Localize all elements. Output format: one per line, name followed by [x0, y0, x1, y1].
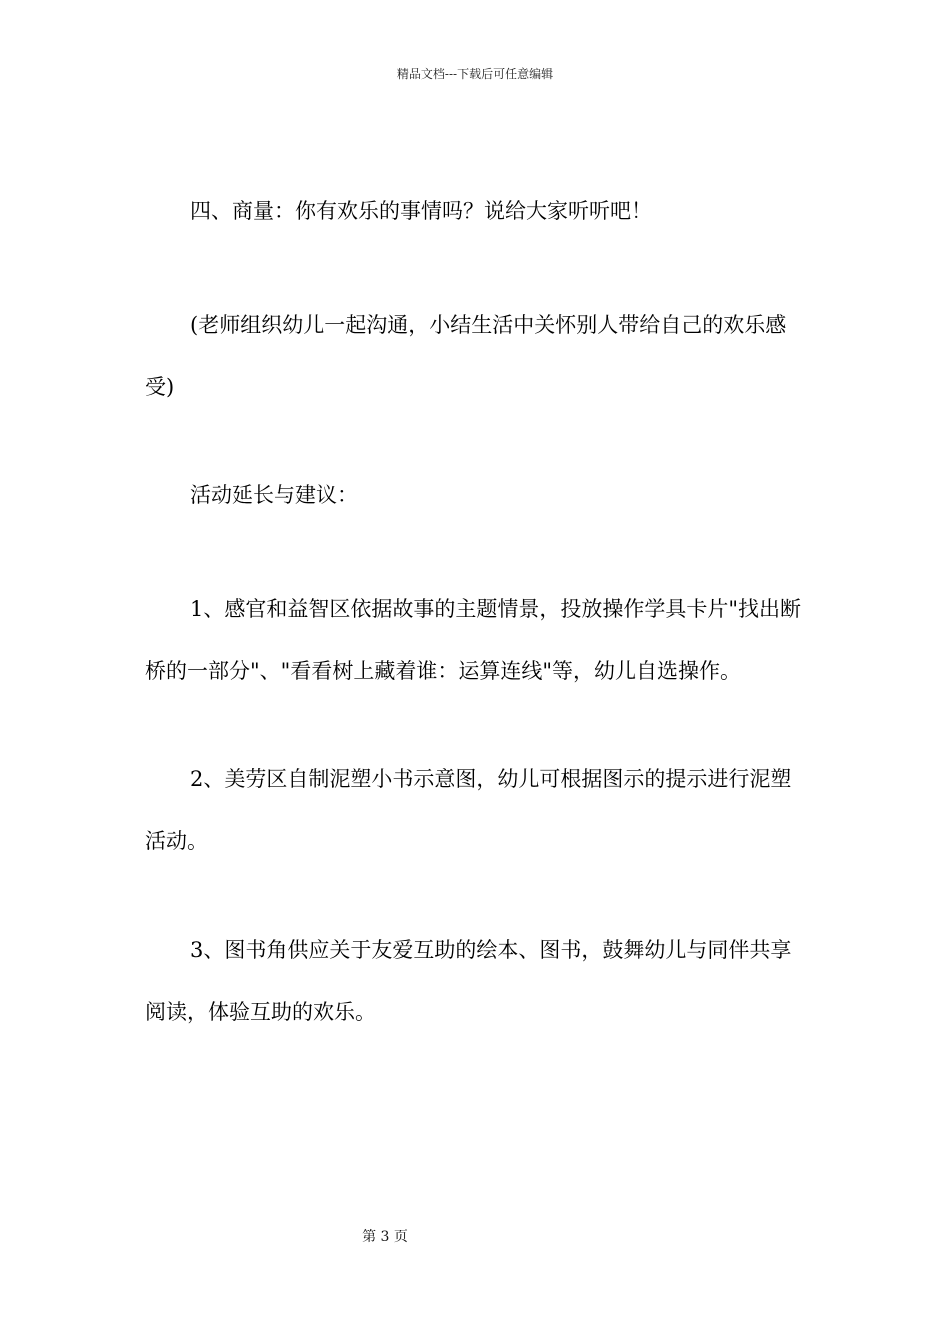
paragraph-item-2: 2、美劳区自制泥塑小书示意图，幼儿可根据图示的提示进行泥塑活动。: [145, 767, 792, 853]
paragraph-extension-heading: 活动延长与建议：: [190, 483, 358, 507]
paragraph-discussion: 四、商量：你有欢乐的事情吗？说给大家听听吧！: [190, 199, 652, 223]
paragraph-item-1: 1、感官和益智区依据故事的主题情景，投放操作学具卡片"找出断桥的一部分"、"看看树上藏着谁：运算连线"等，幼儿自选操作。: [145, 597, 802, 683]
page-header: 精品文档---下载后可任意编辑: [396, 67, 554, 81]
paragraph-item-3: 3、图书角供应关于友爱互助的绘本、图书，鼓舞幼儿与同伴共享阅读，体验互助的欢乐。: [145, 938, 792, 1024]
paragraph-teacher-note: (老师组织幼儿一起沟通，小结生活中关怀别人带给自己的欢乐感受): [145, 313, 787, 399]
page-number: 第 3 页: [362, 1229, 408, 1245]
